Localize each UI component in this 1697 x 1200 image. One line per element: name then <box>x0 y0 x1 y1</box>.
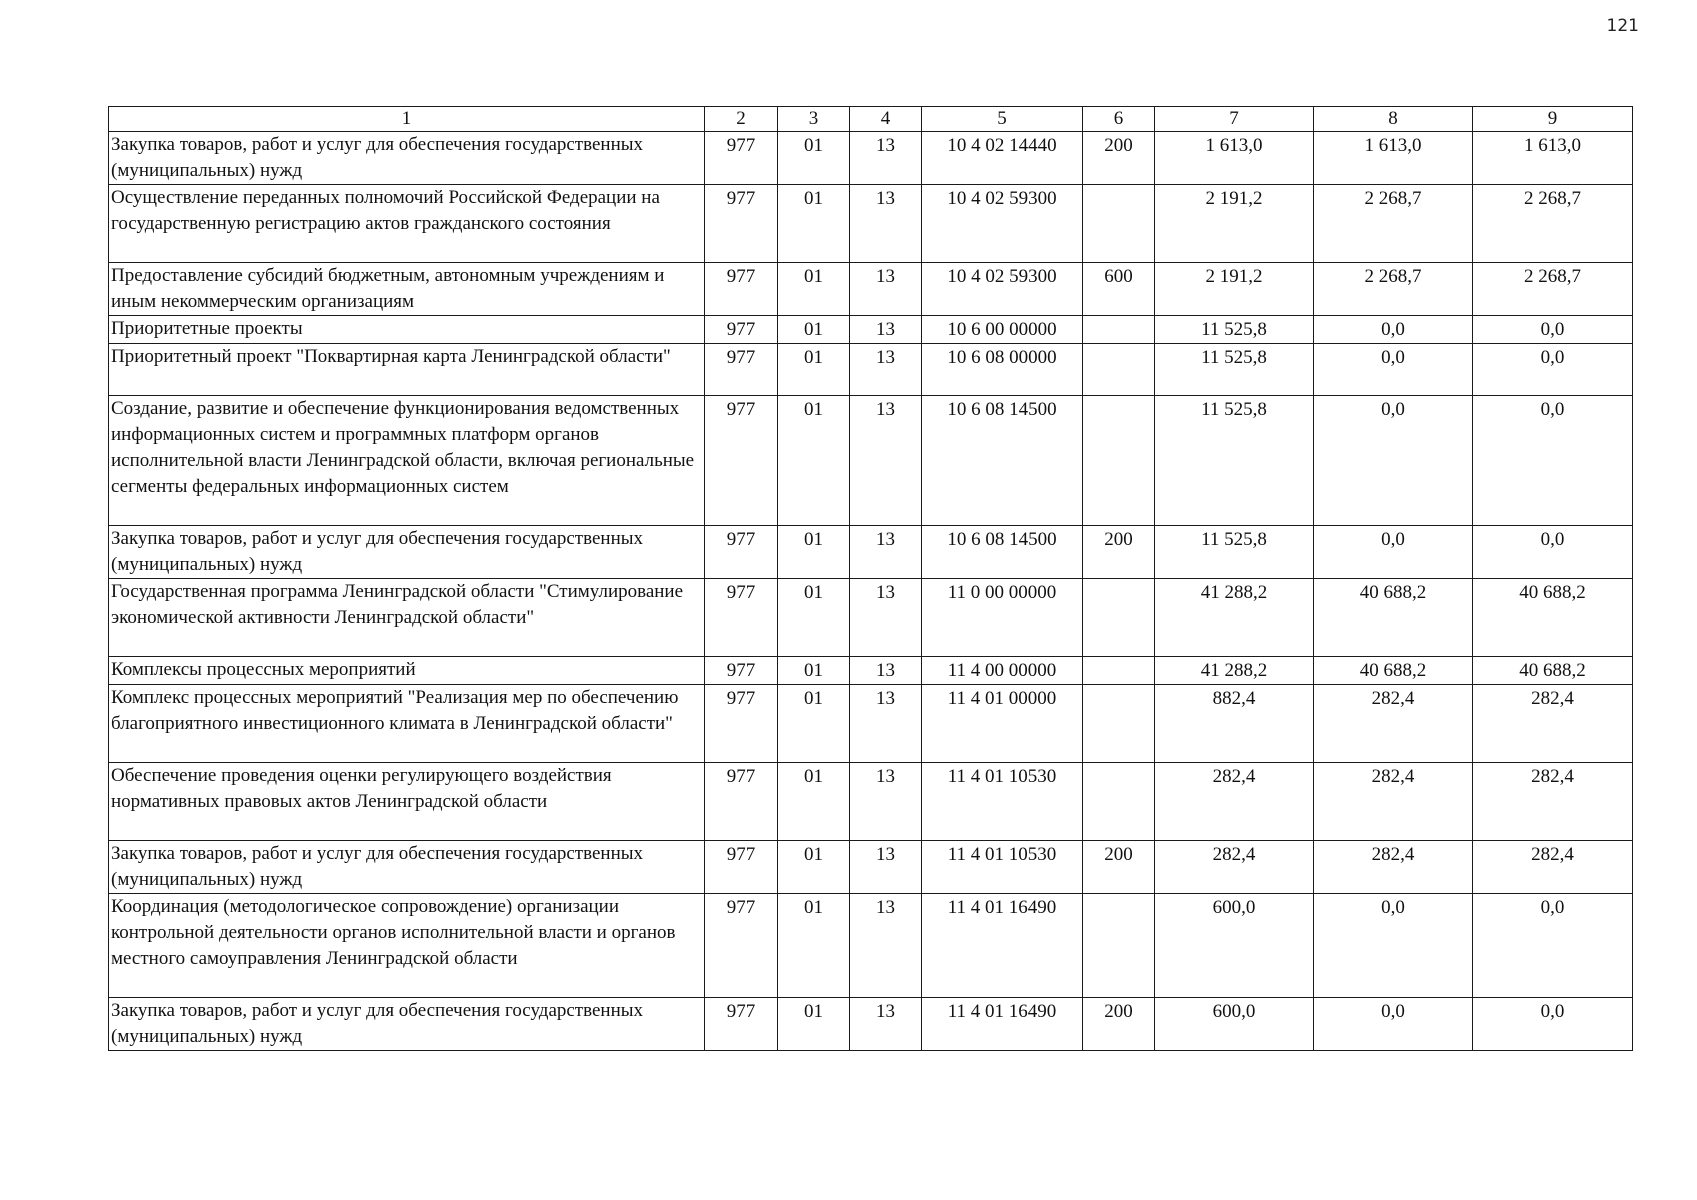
column-header: 2 <box>705 107 778 132</box>
row-pr: 13 <box>850 579 922 657</box>
row-vr <box>1083 396 1155 526</box>
row-pr: 13 <box>850 526 922 579</box>
row-value-1: 11 525,8 <box>1155 526 1314 579</box>
row-value-1: 600,0 <box>1155 998 1314 1051</box>
row-pr: 13 <box>850 657 922 685</box>
row-value-1: 282,4 <box>1155 841 1314 894</box>
column-header: 1 <box>109 107 705 132</box>
row-pr: 13 <box>850 894 922 998</box>
row-csr: 11 4 01 00000 <box>922 685 1083 763</box>
table-row <box>109 841 1633 894</box>
row-ved: 977 <box>705 185 778 263</box>
column-header: 3 <box>778 107 850 132</box>
row-csr: 11 0 00 00000 <box>922 579 1083 657</box>
row-ved: 977 <box>705 316 778 344</box>
row-name: Комплекс процессных мероприятий "Реализация мер по обеспечению благоприятного инвестиционного климата в Ленинградской области" <box>109 685 705 763</box>
row-csr: 10 6 00 00000 <box>922 316 1083 344</box>
row-value-2: 0,0 <box>1314 316 1473 344</box>
row-value-2: 0,0 <box>1314 396 1473 526</box>
row-name: Координация (методологическое сопровождение) организации контрольной деятельности органов исполнительной власти и органов местного самоуправления Ленинградской области <box>109 894 705 998</box>
row-value-2: 0,0 <box>1314 998 1473 1051</box>
row-pr: 13 <box>850 316 922 344</box>
row-rz: 01 <box>778 685 850 763</box>
header-row <box>109 107 1633 132</box>
column-header: 6 <box>1083 107 1155 132</box>
row-csr: 10 4 02 59300 <box>922 263 1083 316</box>
row-pr: 13 <box>850 344 922 396</box>
row-value-1: 2 191,2 <box>1155 185 1314 263</box>
row-csr: 10 4 02 59300 <box>922 185 1083 263</box>
row-value-3: 282,4 <box>1473 841 1633 894</box>
page-number: 121 <box>1606 16 1639 36</box>
row-ved: 977 <box>705 526 778 579</box>
row-ved: 977 <box>705 132 778 185</box>
row-value-2: 2 268,7 <box>1314 185 1473 263</box>
row-vr <box>1083 185 1155 263</box>
row-value-2: 1 613,0 <box>1314 132 1473 185</box>
row-value-1: 11 525,8 <box>1155 344 1314 396</box>
row-value-3: 2 268,7 <box>1473 263 1633 316</box>
row-ved: 977 <box>705 344 778 396</box>
row-value-1: 282,4 <box>1155 763 1314 841</box>
row-pr: 13 <box>850 841 922 894</box>
row-value-3: 0,0 <box>1473 316 1633 344</box>
column-header: 7 <box>1155 107 1314 132</box>
column-header: 5 <box>922 107 1083 132</box>
row-csr: 11 4 01 16490 <box>922 998 1083 1051</box>
row-ved: 977 <box>705 657 778 685</box>
row-rz: 01 <box>778 841 850 894</box>
row-pr: 13 <box>850 685 922 763</box>
row-value-2: 282,4 <box>1314 685 1473 763</box>
row-csr: 11 4 00 00000 <box>922 657 1083 685</box>
row-value-3: 0,0 <box>1473 998 1633 1051</box>
row-ved: 977 <box>705 263 778 316</box>
row-value-3: 0,0 <box>1473 344 1633 396</box>
row-ved: 977 <box>705 396 778 526</box>
column-header: 4 <box>850 107 922 132</box>
row-vr: 200 <box>1083 132 1155 185</box>
column-header: 9 <box>1473 107 1633 132</box>
row-ved: 977 <box>705 998 778 1051</box>
row-name: Закупка товаров, работ и услуг для обеспечения государственных (муниципальных) нужд <box>109 132 705 185</box>
row-vr <box>1083 763 1155 841</box>
row-value-1: 2 191,2 <box>1155 263 1314 316</box>
row-vr: 200 <box>1083 998 1155 1051</box>
row-value-1: 1 613,0 <box>1155 132 1314 185</box>
row-vr <box>1083 344 1155 396</box>
row-value-2: 0,0 <box>1314 526 1473 579</box>
row-value-3: 282,4 <box>1473 763 1633 841</box>
table-row <box>109 316 1633 344</box>
row-ved: 977 <box>705 579 778 657</box>
row-rz: 01 <box>778 263 850 316</box>
row-pr: 13 <box>850 263 922 316</box>
row-pr: 13 <box>850 396 922 526</box>
row-rz: 01 <box>778 132 850 185</box>
row-vr <box>1083 316 1155 344</box>
row-csr: 10 6 08 00000 <box>922 344 1083 396</box>
row-value-2: 282,4 <box>1314 763 1473 841</box>
budget-table <box>108 106 1633 1051</box>
row-value-1: 11 525,8 <box>1155 396 1314 526</box>
table-row <box>109 998 1633 1051</box>
row-name: Приоритетный проект "Поквартирная карта Ленинградской области" <box>109 344 705 396</box>
row-pr: 13 <box>850 763 922 841</box>
row-pr: 13 <box>850 185 922 263</box>
row-name: Осуществление переданных полномочий Российской Федерации на государственную регистрацию актов гражданского состояния <box>109 185 705 263</box>
row-value-2: 0,0 <box>1314 894 1473 998</box>
row-csr: 10 4 02 14440 <box>922 132 1083 185</box>
row-csr: 10 6 08 14500 <box>922 396 1083 526</box>
row-name: Государственная программа Ленинградской области "Стимулирование экономической активности Ленинградской области" <box>109 579 705 657</box>
row-vr <box>1083 657 1155 685</box>
row-value-3: 0,0 <box>1473 526 1633 579</box>
row-name: Обеспечение проведения оценки регулирующего воздействия нормативных правовых актов Ленинградской области <box>109 763 705 841</box>
row-pr: 13 <box>850 998 922 1051</box>
row-csr: 11 4 01 16490 <box>922 894 1083 998</box>
table-row <box>109 579 1633 657</box>
row-name: Предоставление субсидий бюджетным, автономным учреждениям и иным некоммерческим организациям <box>109 263 705 316</box>
table-row <box>109 685 1633 763</box>
row-vr <box>1083 685 1155 763</box>
row-name: Создание, развитие и обеспечение функционирования ведомственных информационных систем и программных платформ органов исполнительной власти Ленинградской области, включая региональные сегменты федеральных информационных систем <box>109 396 705 526</box>
row-ved: 977 <box>705 894 778 998</box>
row-name: Закупка товаров, работ и услуг для обеспечения государственных (муниципальных) нужд <box>109 841 705 894</box>
row-value-1: 882,4 <box>1155 685 1314 763</box>
row-rz: 01 <box>778 657 850 685</box>
table-row <box>109 657 1633 685</box>
row-vr: 200 <box>1083 841 1155 894</box>
table-row <box>109 526 1633 579</box>
row-rz: 01 <box>778 998 850 1051</box>
row-value-2: 40 688,2 <box>1314 579 1473 657</box>
row-ved: 977 <box>705 685 778 763</box>
row-name: Комплексы процессных мероприятий <box>109 657 705 685</box>
row-value-1: 41 288,2 <box>1155 657 1314 685</box>
row-vr <box>1083 894 1155 998</box>
row-rz: 01 <box>778 396 850 526</box>
row-value-2: 282,4 <box>1314 841 1473 894</box>
row-value-3: 0,0 <box>1473 894 1633 998</box>
row-csr: 11 4 01 10530 <box>922 841 1083 894</box>
row-rz: 01 <box>778 526 850 579</box>
row-value-2: 2 268,7 <box>1314 263 1473 316</box>
table-row <box>109 344 1633 396</box>
table-row <box>109 763 1633 841</box>
row-csr: 11 4 01 10530 <box>922 763 1083 841</box>
row-value-2: 40 688,2 <box>1314 657 1473 685</box>
row-value-3: 0,0 <box>1473 396 1633 526</box>
table-row <box>109 132 1633 185</box>
row-rz: 01 <box>778 344 850 396</box>
row-value-3: 40 688,2 <box>1473 657 1633 685</box>
row-pr: 13 <box>850 132 922 185</box>
table-row <box>109 894 1633 998</box>
table-row <box>109 396 1633 526</box>
row-vr <box>1083 579 1155 657</box>
row-name: Закупка товаров, работ и услуг для обеспечения государственных (муниципальных) нужд <box>109 526 705 579</box>
row-value-1: 41 288,2 <box>1155 579 1314 657</box>
row-value-3: 282,4 <box>1473 685 1633 763</box>
row-name: Закупка товаров, работ и услуг для обеспечения государственных (муниципальных) нужд <box>109 998 705 1051</box>
row-rz: 01 <box>778 185 850 263</box>
row-value-1: 11 525,8 <box>1155 316 1314 344</box>
row-name: Приоритетные проекты <box>109 316 705 344</box>
row-ved: 977 <box>705 841 778 894</box>
row-value-1: 600,0 <box>1155 894 1314 998</box>
row-ved: 977 <box>705 763 778 841</box>
row-value-2: 0,0 <box>1314 344 1473 396</box>
row-vr: 200 <box>1083 526 1155 579</box>
row-vr: 600 <box>1083 263 1155 316</box>
row-value-3: 2 268,7 <box>1473 185 1633 263</box>
row-csr: 10 6 08 14500 <box>922 526 1083 579</box>
row-value-3: 1 613,0 <box>1473 132 1633 185</box>
row-value-3: 40 688,2 <box>1473 579 1633 657</box>
row-rz: 01 <box>778 763 850 841</box>
column-header: 8 <box>1314 107 1473 132</box>
row-rz: 01 <box>778 316 850 344</box>
row-rz: 01 <box>778 894 850 998</box>
table-row <box>109 263 1633 316</box>
table-row <box>109 185 1633 263</box>
row-rz: 01 <box>778 579 850 657</box>
